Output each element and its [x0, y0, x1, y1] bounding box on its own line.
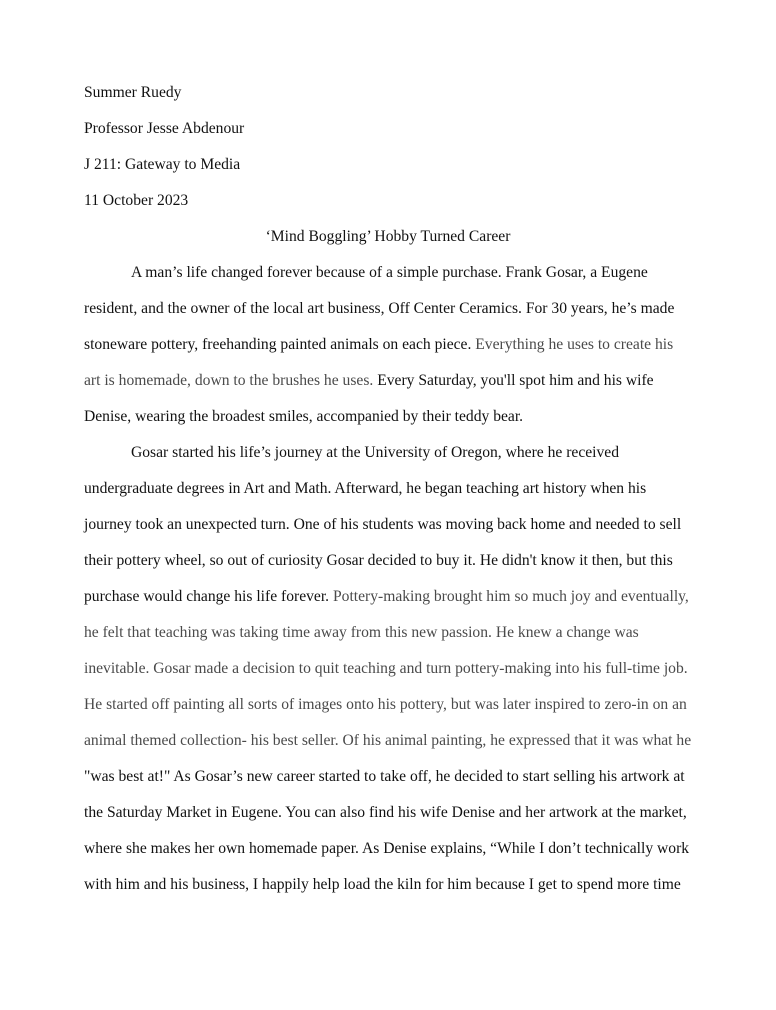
paragraph-line: resident, and the owner of the local art business, Off Center Ceramics. For 30 years, he’s made — [84, 300, 675, 317]
text-segment: Every Saturday, you'll spot him and his wife — [373, 372, 654, 389]
paragraph-line: He started off painting all sorts of images onto his pottery, but was later inspired to zero-in on an — [84, 696, 687, 713]
paragraph-line: Denise, wearing the broadest smiles, accompanied by their teddy bear. — [84, 408, 524, 425]
paragraph-line: A man’s life changed forever because of a simple purchase. Frank Gosar, a Eugene — [131, 264, 648, 281]
paragraph-line: inevitable. Gosar made a decision to quit teaching and turn pottery-making into his full-time job. — [84, 660, 688, 677]
paragraph-line: he felt that teaching was taking time away from this new passion. He knew a change was — [84, 624, 639, 641]
paragraph-line: "was best at!" As Gosar’s new career started to take off, he decided to start selling his artwork at — [84, 768, 685, 785]
paragraph-line: undergraduate degrees in Art and Math. Afterward, he began teaching art history when his — [84, 480, 647, 497]
text-segment: purchase would change his life forever. — [84, 588, 330, 605]
paragraph-line: Gosar started his life’s journey at the University of Oregon, where he received — [131, 444, 620, 461]
paragraph-line: the Saturday Market in Eugene. You can also find his wife Denise and her artwork at the market, — [84, 804, 687, 821]
paragraph-line: animal themed collection- his best seller. Of his animal painting, he expressed that it was what he — [84, 732, 692, 749]
text-segment: Pottery-making brought him so much joy and eventually, — [329, 588, 689, 605]
document-date: 11 October 2023 — [84, 192, 189, 209]
text-segment: Everything he uses to create his — [471, 336, 674, 353]
document-title: ‘Mind Boggling’ Hobby Turned Career — [265, 228, 511, 245]
author-name: Summer Ruedy — [84, 84, 182, 101]
paragraph-line — [84, 371, 654, 391]
paragraph-line: where she makes her own homemade paper. As Denise explains, “While I don’t technically work — [84, 840, 690, 857]
text-segment: stoneware pottery, freehanding painted animals on each piece. — [84, 336, 472, 353]
paragraph-line — [84, 335, 673, 355]
professor-name: Professor Jesse Abdenour — [84, 120, 245, 137]
paragraph-line — [84, 587, 689, 607]
course-name: J 211: Gateway to Media — [84, 156, 241, 173]
text-segment: art is homemade, down to the brushes he uses. — [84, 372, 374, 389]
paragraph-line: with him and his business, I happily help load the kiln for him because I get to spend more time — [84, 876, 681, 893]
paragraph-line: journey took an unexpected turn. One of his students was moving back home and needed to sell — [84, 516, 682, 533]
paragraph-line: their pottery wheel, so out of curiosity Gosar decided to buy it. He didn't know it then, but this — [84, 552, 673, 569]
